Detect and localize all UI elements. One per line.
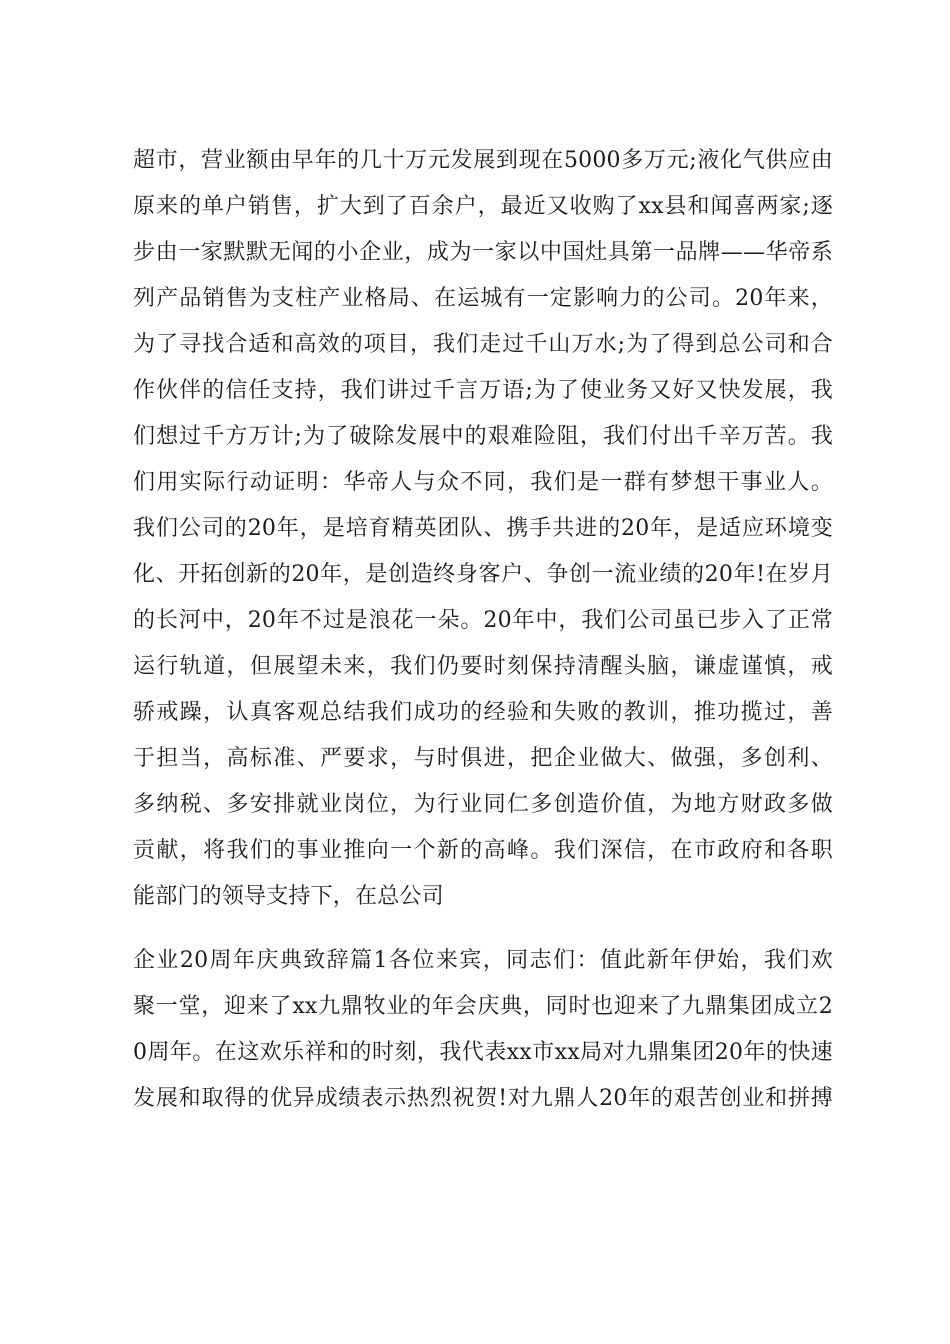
text-line: 超市，营业额由早年的几十万元发展到现在5000多万元;液化气供应由 bbox=[133, 148, 833, 173]
text-line: 化、开拓创新的20年，是创造终身客户、争创一流业绩的20年!在岁月 bbox=[133, 562, 833, 587]
text-line: 我们公司的20年，是培育精英团队、携手共进的20年，是适应环境变 bbox=[133, 516, 833, 541]
text-line: 步由一家默默无闻的小企业，成为一家以中国灶具第一品牌——华帝系 bbox=[133, 240, 833, 265]
text-line: 运行轨道，但展望未来，我们仍要时刻保持清醒头脑，谦虚谨慎，戒 bbox=[133, 654, 833, 679]
text-line: 多纳税、多安排就业岗位，为行业同仁多创造价值，为地方财政多做 bbox=[133, 792, 833, 817]
text-line: 企业20周年庆典致辞篇1各位来宾，同志们：值此新年伊始，我们欢 bbox=[133, 948, 833, 973]
text-line: 们用实际行动证明：华帝人与众不同，我们是一群有梦想干事业人。 bbox=[133, 470, 833, 495]
text-line: 们想过千方万计;为了破除发展中的艰难险阻，我们付出千辛万苦。我 bbox=[133, 424, 833, 449]
text-line: 作伙伴的信任支持，我们讲过千言万语;为了使业务又好又快发展，我 bbox=[133, 378, 833, 403]
text-line: 列产品销售为支柱产业格局、在运城有一定影响力的公司。20年来， bbox=[133, 286, 833, 311]
text-line: 的长河中，20年不过是浪花一朵。20年中，我们公司虽已步入了正常 bbox=[133, 608, 833, 633]
text-line: 为了寻找合适和高效的项目，我们走过千山万水;为了得到总公司和合 bbox=[133, 332, 833, 357]
paragraph-1 bbox=[133, 138, 833, 920]
text-line: 贡献，将我们的事业推向一个新的高峰。我们深信，在市政府和各职 bbox=[133, 838, 833, 863]
text-line: 原来的单户销售，扩大到了百余户，最近又收购了xx县和闻喜两家;逐 bbox=[133, 194, 833, 219]
text-line: 能部门的领导支持下，在总公司 bbox=[133, 884, 444, 909]
paragraph-2 bbox=[133, 938, 833, 1122]
text-line: 发展和取得的优异成绩表示热烈祝贺!对九鼎人20年的艰苦创业和拼搏 bbox=[133, 1086, 833, 1111]
text-line: 于担当，高标准、严要求，与时俱进，把企业做大、做强，多创利、 bbox=[133, 746, 833, 771]
text-line: 骄戒躁，认真客观总结我们成功的经验和失败的教训，推功揽过，善 bbox=[133, 700, 833, 725]
text-line: 聚一堂，迎来了xx九鼎牧业的年会庆典，同时也迎来了九鼎集团成立2 bbox=[133, 994, 833, 1019]
text-line: 0周年。在这欢乐祥和的时刻，我代表xx市xx局对九鼎集团20年的快速 bbox=[133, 1040, 833, 1065]
